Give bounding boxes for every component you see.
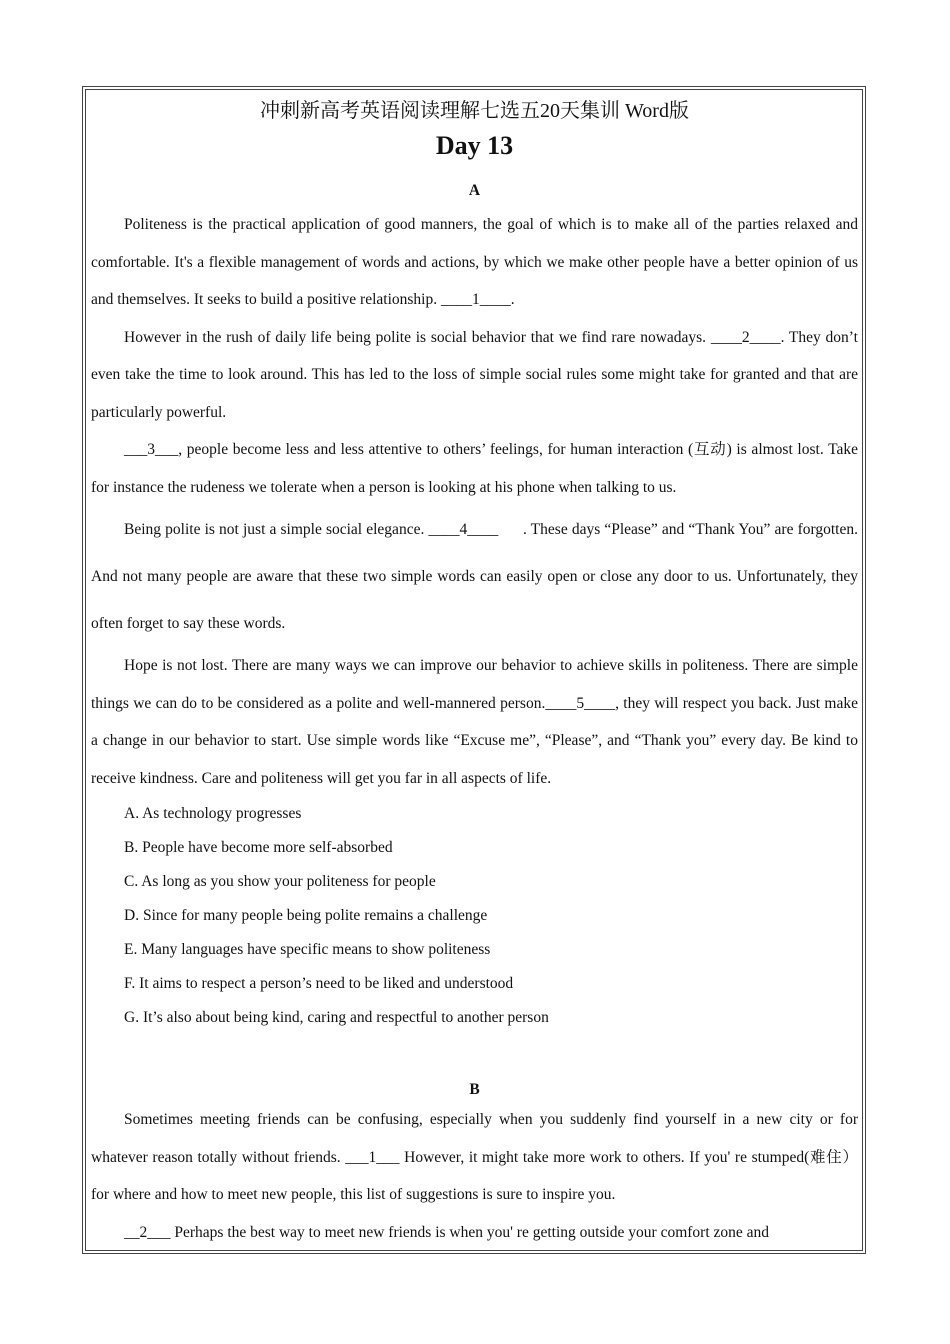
option-b: B. People have become more self-absorbed	[124, 839, 393, 856]
option-c: C. As long as you show your politeness for people	[124, 873, 436, 890]
option-d: D. Since for many people being polite remains a challenge	[124, 907, 488, 924]
section-b-paragraph-2: __2___ Perhaps the best way to meet new friends is when you' re getting outside your comfort zone and	[124, 1223, 770, 1241]
section-b-paragraph-1: Sometimes meeting friends can be confusing, especially when you suddenly find yourself in a new city or for whatever reason totally without friends. ___1___ However, it might take more work to others. If you' re stumped(难住） for where and how to meet new people, this list of suggestions is sure to inspire you.	[91, 1111, 858, 1203]
option-a: A. As technology progresses	[124, 805, 302, 822]
section-a-paragraph-5: Hope is not lost. There are many ways we can improve our behavior to achieve skills in politeness. There are simple things we can do to be considered as a polite and well-mannered person.____5____, they will respect you back. Just make a change in our behavior to start. Use simple words like “Excuse me”, “Please”, and “Thank you” every day. Be kind to receive kindness. Care and politeness will get you far in all aspects of life.	[91, 657, 858, 787]
option-f: F. It aims to respect a person’s need to be liked and understood	[124, 975, 514, 992]
option-e: E. Many languages have specific means to show politeness	[124, 941, 491, 958]
document-title: 冲刺新高考英语阅读理解七选五20天集训 Word版	[260, 100, 689, 122]
day-title: Day 13	[435, 131, 514, 160]
section-a-paragraph-4: Being polite is not just a simple social elegance. ____4____ . These days “Please” and “Thank You” are forgotten. And not many people are aware that these two simple words can easily open or close any door to us. Unfortunately, they often forget to say these words.	[91, 521, 858, 632]
section-a-paragraph-1: Politeness is the practical application of good manners, the goal of which is to make all of the parties relaxed and comfortable. It's a flexible management of words and actions, by which we make other people have a better opinion of us and themselves. It seeks to build a positive relationship. ____1____.	[91, 216, 858, 308]
document-body	[91, 96, 858, 1251]
section-a-paragraph-3: ___3___, people become less and less attentive to others’ feelings, for human interaction (互动) is almost lost. Take for instance the rudeness we tolerate when a person is looking at his phone when talking to us.	[91, 441, 858, 496]
section-b-heading: B	[469, 1081, 480, 1098]
section-a-paragraph-2: However in the rush of daily life being polite is social behavior that we find rare nowadays. ____2____. They don’t even take the time to look around. This has led to the loss of simple social rules some might take for granted and that are particularly powerful.	[91, 328, 858, 421]
section-a-heading: A	[468, 182, 481, 199]
option-g: G. It’s also about being kind, caring and respectful to another person	[124, 1009, 549, 1026]
